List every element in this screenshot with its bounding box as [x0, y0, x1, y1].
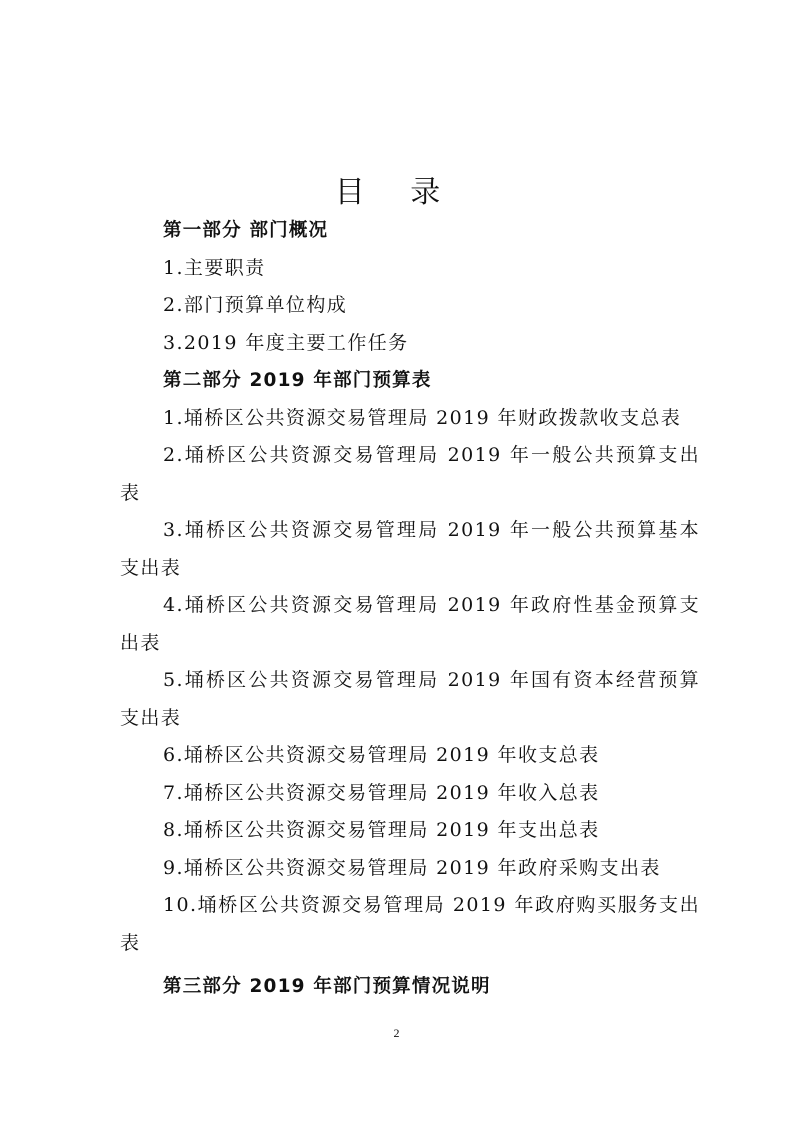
section-heading-1: 第一部分 部门概况 [163, 220, 329, 241]
toc-item: 6.埇桥区公共资源交易管理局 2019 年收支总表 [163, 744, 600, 766]
page-number: 2 [393, 1026, 400, 1040]
page-title: 目 录 [334, 175, 459, 210]
toc-item: 8.埇桥区公共资源交易管理局 2019 年支出总表 [163, 819, 600, 841]
toc-item: 7.埇桥区公共资源交易管理局 2019 年收入总表 [163, 781, 600, 804]
toc-item: 3.2019 年度主要工作任务 [163, 331, 409, 354]
toc-item: 2.部门预算单位构成 [163, 294, 348, 316]
section-heading-3: 第三部分 2019 年部门预算情况说明 [163, 976, 491, 997]
toc-item: 1.主要职责 [163, 256, 266, 279]
section-heading-2: 第二部分 2019 年部门预算表 [163, 370, 432, 391]
table-of-contents [120, 212, 700, 1006]
toc-item: 4.埇桥区公共资源交易管理局 2019 年政府性基金预算支出表 [120, 594, 700, 654]
toc-item: 1.埇桥区公共资源交易管理局 2019 年财政拨款收支总表 [163, 406, 682, 429]
toc-item: 3.埇桥区公共资源交易管理局 2019 年一般公共预算基本支出表 [120, 519, 700, 579]
toc-item: 5.埇桥区公共资源交易管理局 2019 年国有资本经营预算支出表 [120, 669, 700, 729]
toc-item: 2.埇桥区公共资源交易管理局 2019 年一般公共预算支出表 [120, 444, 700, 504]
toc-item: 10.埇桥区公共资源交易管理局 2019 年政府购买服务支出表 [120, 894, 700, 954]
toc-item: 9.埇桥区公共资源交易管理局 2019 年政府采购支出表 [163, 856, 661, 879]
